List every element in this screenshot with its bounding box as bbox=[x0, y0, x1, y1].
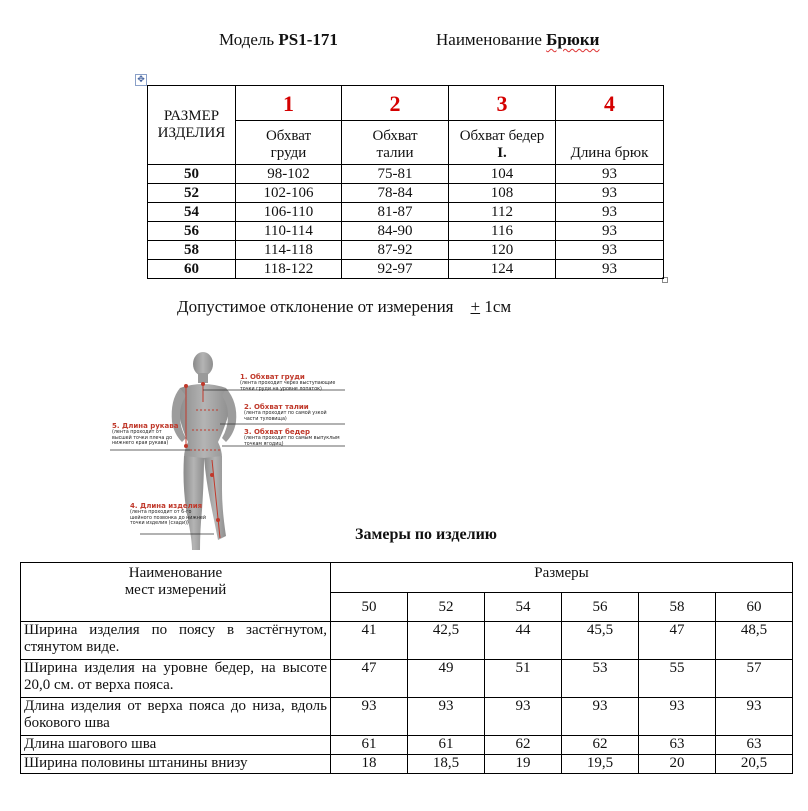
measurement-value: 51 bbox=[485, 660, 562, 698]
table-row bbox=[148, 241, 664, 260]
waist-cell: 87-92 bbox=[342, 241, 449, 260]
place-header-line1: Наименование bbox=[128, 565, 223, 581]
measurement-value: 93 bbox=[408, 698, 485, 736]
table-move-handle-icon[interactable]: ✥ bbox=[135, 74, 147, 86]
measure-header-hips bbox=[449, 121, 556, 165]
measurement-value: 61 bbox=[331, 736, 408, 755]
length-cell: 93 bbox=[556, 241, 664, 260]
table-row bbox=[148, 184, 664, 203]
measurement-value: 63 bbox=[716, 736, 793, 755]
measurement-value: 93 bbox=[562, 698, 639, 736]
figure-label-hips: 3. Обхват бедер (лента проходит по самым выпуклым точкам ягодиц) bbox=[244, 428, 340, 447]
length-cell: 93 bbox=[556, 184, 664, 203]
measure-number: 4 bbox=[556, 86, 664, 121]
measure-header-line1: Обхват bbox=[265, 128, 312, 144]
measure-header-line2: талии bbox=[376, 145, 414, 161]
size-cell: 52 bbox=[148, 184, 236, 203]
measurement-value: 48,5 bbox=[716, 622, 793, 660]
place-header-cell bbox=[21, 563, 331, 622]
name-label: Наименование bbox=[436, 30, 542, 49]
measure-number: 3 bbox=[449, 86, 556, 121]
name-value: Брюки bbox=[546, 30, 600, 49]
measurement-value: 62 bbox=[485, 736, 562, 755]
model-label: Модель bbox=[219, 30, 275, 49]
size-column-header: 52 bbox=[408, 593, 485, 622]
place-header-line2: мест измерений bbox=[124, 582, 227, 598]
length-cell: 93 bbox=[556, 203, 664, 222]
table-row bbox=[148, 222, 664, 241]
measurement-value: 19 bbox=[485, 755, 562, 774]
measure-header-chest bbox=[236, 121, 342, 165]
figure-label-sleeve: 5. Длина рукава (лента проходит от высшей точки плеча до нижнего края рукава) bbox=[112, 422, 179, 446]
measurement-value: 55 bbox=[639, 660, 716, 698]
measurement-value: 93 bbox=[716, 698, 793, 736]
size-column-header: 60 bbox=[716, 593, 793, 622]
waist-cell: 84-90 bbox=[342, 222, 449, 241]
size-column-header: 54 bbox=[485, 593, 562, 622]
measurements-table bbox=[20, 562, 793, 774]
measure-number: 2 bbox=[342, 86, 449, 121]
chest-cell: 102-106 bbox=[236, 184, 342, 203]
table-row bbox=[148, 165, 664, 184]
table-row bbox=[21, 622, 793, 660]
measure-header-line1: Обхват бедер bbox=[459, 128, 545, 144]
measurement-value: 57 bbox=[716, 660, 793, 698]
measurement-label: Длина изделия от верха пояса до низа, вдоль бокового шва bbox=[21, 698, 331, 736]
table-row bbox=[21, 755, 793, 774]
measure-header-line1: Обхват bbox=[372, 128, 418, 144]
model-code: PS1-171 bbox=[278, 30, 338, 49]
measure-header-line2: I. bbox=[497, 145, 507, 161]
measurement-value: 18 bbox=[331, 755, 408, 774]
hips-cell: 112 bbox=[449, 203, 556, 222]
table-row bbox=[21, 660, 793, 698]
measurements-title: Замеры по изделию bbox=[355, 526, 498, 543]
figure-label-length: 4. Длина изделия (лента проходит от 6-го шейного позвонка до нижней точки изделия (сзади)) bbox=[130, 502, 206, 526]
measurement-value: 47 bbox=[639, 622, 716, 660]
size-cell: 50 bbox=[148, 165, 236, 184]
measure-header-waist bbox=[342, 121, 449, 165]
hips-cell: 116 bbox=[449, 222, 556, 241]
size-header-cell bbox=[148, 86, 236, 165]
measurement-value: 19,5 bbox=[562, 755, 639, 774]
hips-cell: 120 bbox=[449, 241, 556, 260]
chest-cell: 114-118 bbox=[236, 241, 342, 260]
size-cell: 56 bbox=[148, 222, 236, 241]
name-line bbox=[436, 30, 599, 50]
size-column-header: 50 bbox=[331, 593, 408, 622]
tolerance-value: 1см bbox=[484, 297, 512, 316]
size-cell: 58 bbox=[148, 241, 236, 260]
hips-cell: 108 bbox=[449, 184, 556, 203]
measurement-value: 20,5 bbox=[716, 755, 793, 774]
measurement-label: Ширина половины штанины внизу bbox=[21, 755, 331, 774]
measurement-value: 62 bbox=[562, 736, 639, 755]
measurement-value: 41 bbox=[331, 622, 408, 660]
measurement-value: 45,5 bbox=[562, 622, 639, 660]
figure-label-waist: 2. Обхват талии (лента проходит по самой узкой части туловища) bbox=[244, 403, 327, 422]
chest-cell: 98-102 bbox=[236, 165, 342, 184]
measure-header-length bbox=[556, 121, 664, 165]
table-row bbox=[148, 260, 664, 279]
measurement-value: 93 bbox=[639, 698, 716, 736]
plus-minus-sign: + bbox=[470, 297, 481, 316]
figure-label-chest: 1. Обхват груди (лента проходит через выступающие точки груди на уровне лопаток) bbox=[240, 373, 336, 392]
waist-cell: 81-87 bbox=[342, 203, 449, 222]
table-row bbox=[21, 736, 793, 755]
chest-cell: 106-110 bbox=[236, 203, 342, 222]
hips-cell: 104 bbox=[449, 165, 556, 184]
size-chart-table bbox=[147, 85, 664, 279]
measurement-label: Ширина изделия на уровне бедер, на высоте 20,0 см. от верха пояса. bbox=[21, 660, 331, 698]
size-header-line1: РАЗМЕР bbox=[163, 108, 220, 124]
sizes-header: Размеры bbox=[331, 563, 793, 593]
measurement-value: 44 bbox=[485, 622, 562, 660]
measurement-value: 18,5 bbox=[408, 755, 485, 774]
measure-header-line2: Длина брюк bbox=[570, 145, 649, 161]
length-cell: 93 bbox=[556, 165, 664, 184]
table-row bbox=[148, 203, 664, 222]
measurement-value: 47 bbox=[331, 660, 408, 698]
tolerance-note bbox=[177, 297, 511, 317]
model-line bbox=[219, 30, 338, 50]
measurement-value: 49 bbox=[408, 660, 485, 698]
measurement-value: 20 bbox=[639, 755, 716, 774]
length-cell: 93 bbox=[556, 260, 664, 279]
size-column-header: 56 bbox=[562, 593, 639, 622]
measurement-label: Длина шагового шва bbox=[21, 736, 331, 755]
measurement-label: Ширина изделия по поясу в застёгнутом, стянутом виде. bbox=[21, 622, 331, 660]
size-cell: 60 bbox=[148, 260, 236, 279]
measurement-value: 42,5 bbox=[408, 622, 485, 660]
measurement-value: 53 bbox=[562, 660, 639, 698]
measurement-value: 63 bbox=[639, 736, 716, 755]
waist-cell: 75-81 bbox=[342, 165, 449, 184]
chest-cell: 118-122 bbox=[236, 260, 342, 279]
length-cell: 93 bbox=[556, 222, 664, 241]
measurement-value: 61 bbox=[408, 736, 485, 755]
waist-cell: 92-97 bbox=[342, 260, 449, 279]
table-row bbox=[21, 698, 793, 736]
size-cell: 54 bbox=[148, 203, 236, 222]
measurement-figure bbox=[110, 350, 346, 558]
size-column-header: 58 bbox=[639, 593, 716, 622]
tolerance-text: Допустимое отклонение от измерения bbox=[177, 297, 454, 316]
waist-cell: 78-84 bbox=[342, 184, 449, 203]
chest-cell: 110-114 bbox=[236, 222, 342, 241]
measure-header-line2: груди bbox=[270, 145, 307, 161]
measurement-value: 93 bbox=[485, 698, 562, 736]
measure-number: 1 bbox=[236, 86, 342, 121]
measurement-value: 93 bbox=[331, 698, 408, 736]
hips-cell: 124 bbox=[449, 260, 556, 279]
size-header-line2: ИЗДЕЛИЯ bbox=[157, 125, 226, 141]
